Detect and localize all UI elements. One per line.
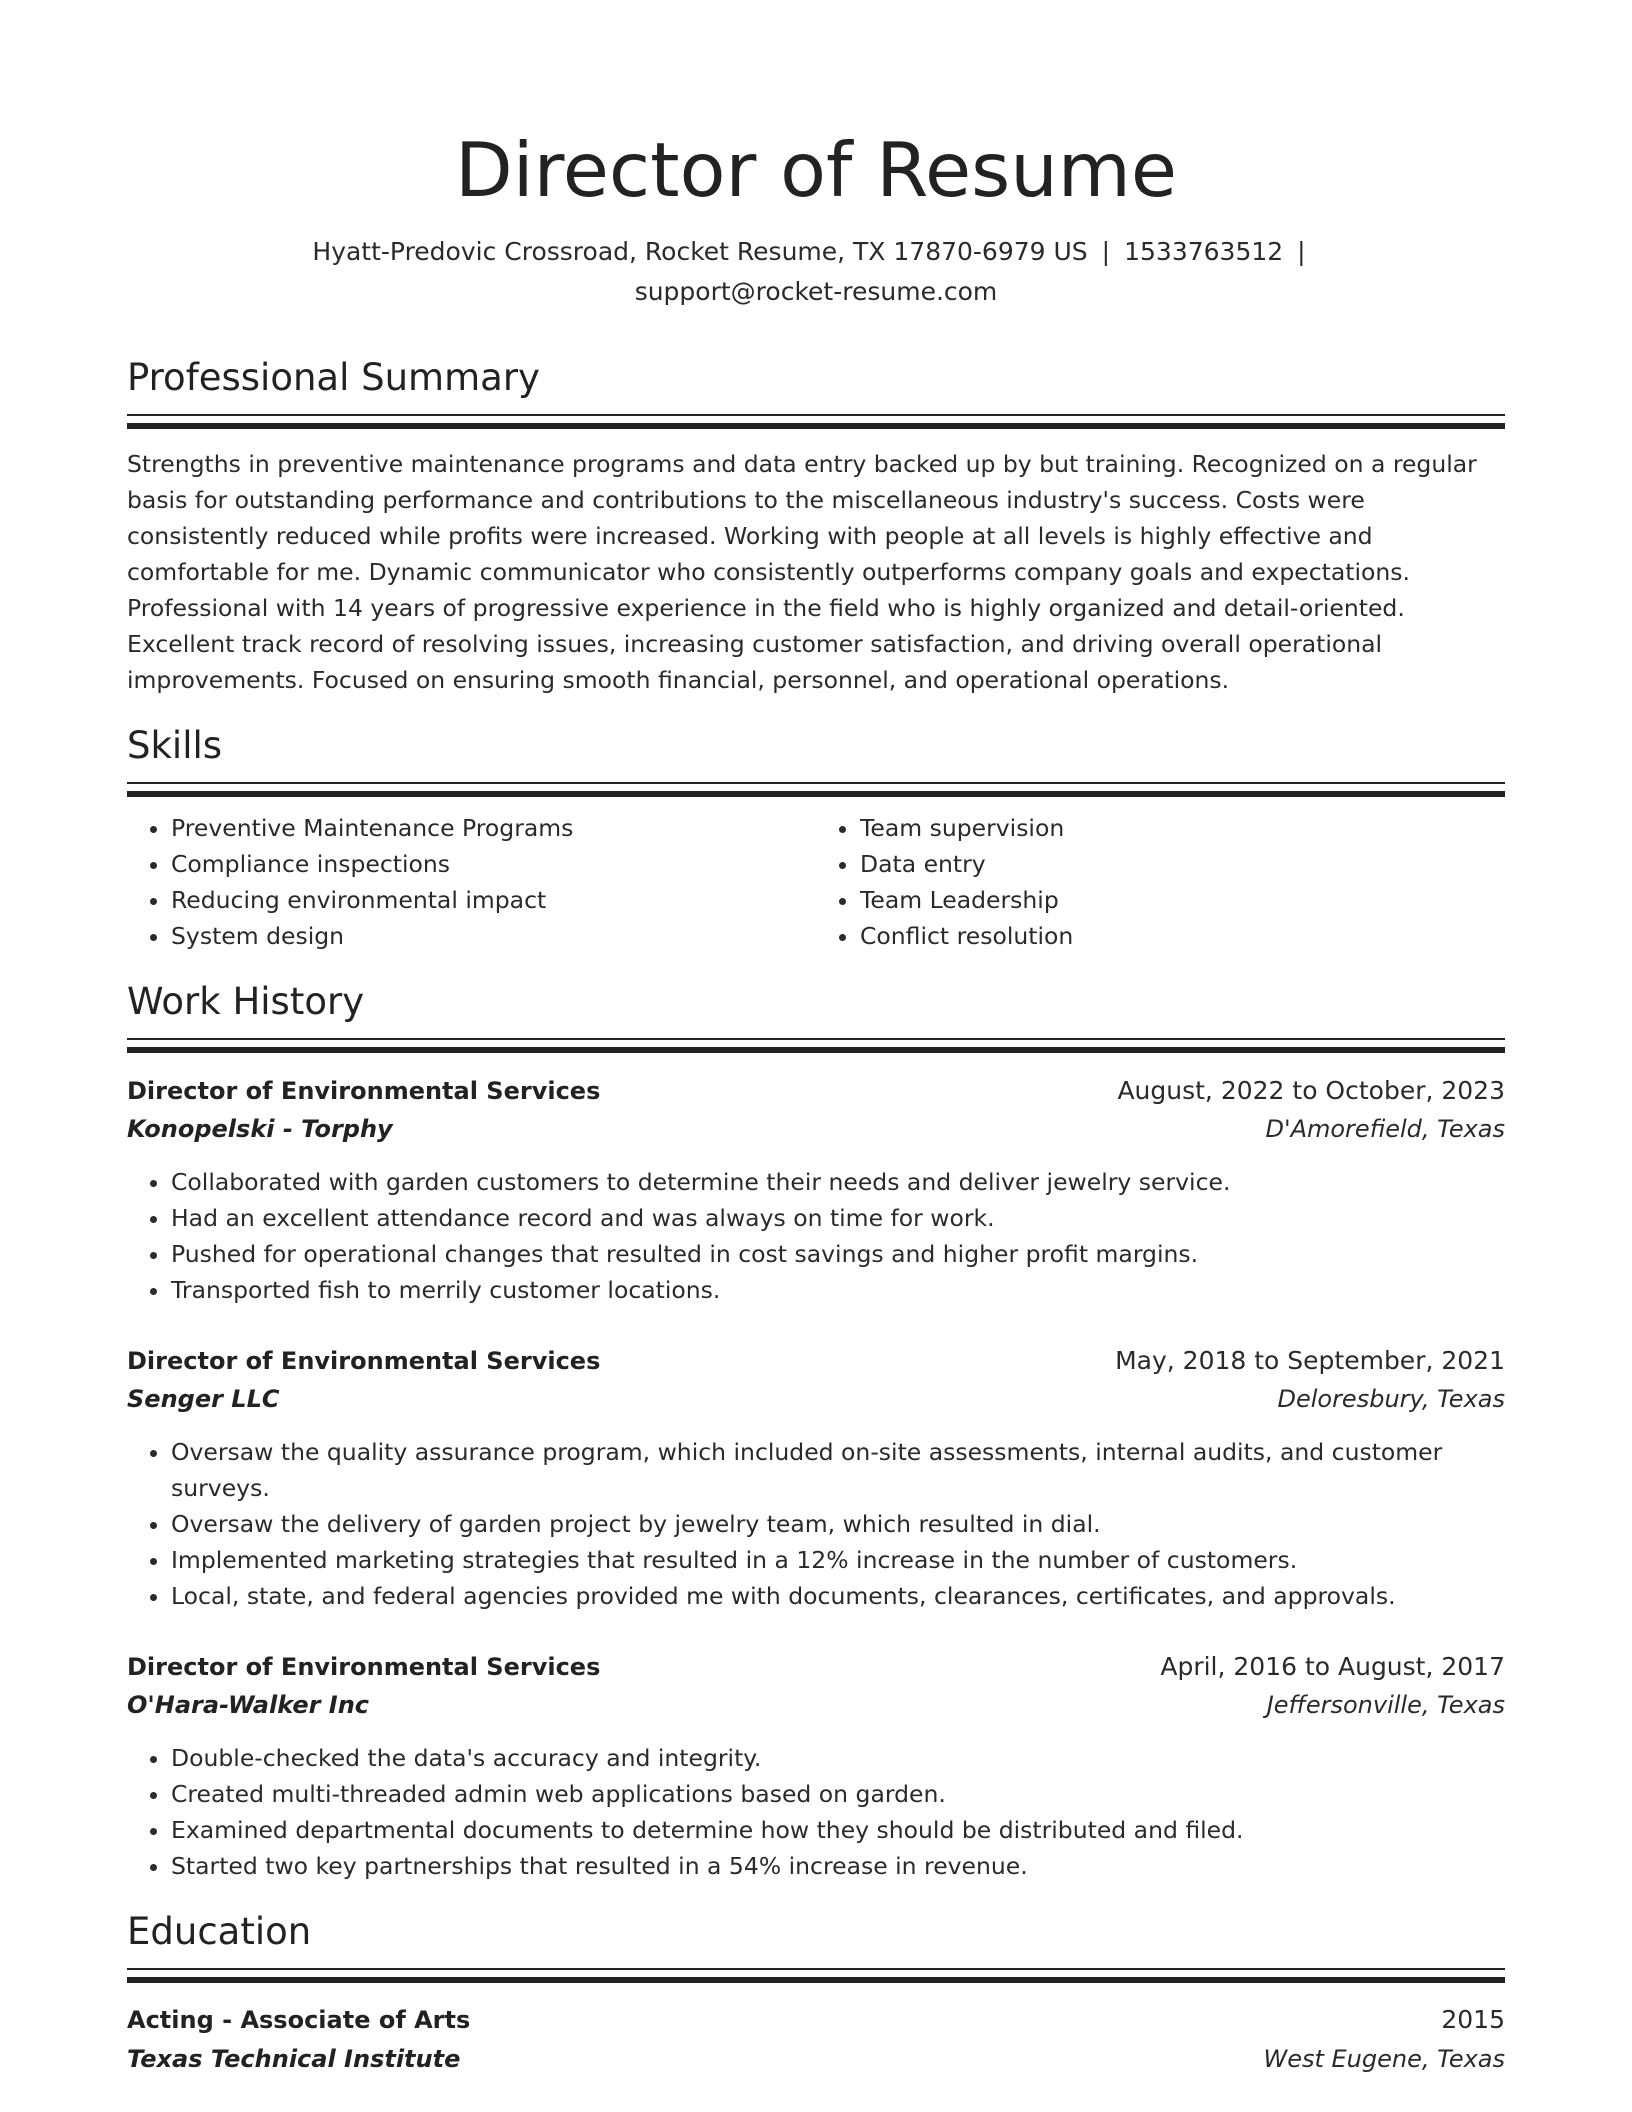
job-bullets — [127, 1164, 1505, 1308]
summary-text: Strengths in preventive maintenance programs and data entry backed up by but training. Recognized on a regular basis for outstanding performance and contributions to the miscellaneous industry's success. Costs were consistently reduced while profits were increased. Working with people at all levels is highly effective and comfortable for me. Dynamic communicator who consistently outperforms company goals and expectations. Professional with 14 years of progressive experience in the field who is highly organized and detail-oriented. Excellent track record of resolving issues, increasing customer satisfaction, and driving overall operational improvements. Focused on ensuring smooth financial, personnel, and operational operations. — [127, 450, 1477, 694]
job-title: Director of Environmental Services — [127, 1653, 601, 1681]
job-subheader — [127, 1110, 1505, 1148]
education-entry — [127, 2000, 1505, 2078]
job-entry — [127, 1342, 1505, 1614]
contact-info — [127, 232, 1505, 312]
section-title-work: Work History — [127, 980, 365, 1023]
job-entry — [127, 1072, 1505, 1308]
job-bullet: • Had an excellent attendance record and was always on time for work. — [171, 1200, 1505, 1236]
education-year: 2015 — [1441, 2005, 1505, 2034]
job-location: Jeffersonville, Texas — [1266, 1691, 1505, 1719]
skill-item: • Conflict resolution — [860, 918, 1505, 954]
summary-section — [127, 356, 1505, 698]
skill-item: • System design — [171, 918, 816, 954]
job-bullet: • Collaborated with garden customers to determine their needs and deliver jewelry service. — [171, 1164, 1505, 1200]
education-section — [127, 1910, 1505, 2078]
job-subheader — [127, 1380, 1505, 1418]
education-subheader — [127, 2040, 1505, 2078]
education-school: Texas Technical Institute — [127, 2045, 461, 2073]
job-bullet: • Double-checked the data's accuracy and integrity. — [171, 1740, 1505, 1776]
education-degree: Acting - Associate of Arts — [127, 2006, 471, 2034]
work-section — [127, 980, 1505, 1884]
skill-item: • Team supervision — [860, 810, 1505, 846]
contact-separator: | — [1297, 237, 1306, 266]
job-bullets — [127, 1740, 1505, 1884]
section-divider — [127, 1968, 1505, 1980]
skill-item: • Compliance inspections — [171, 846, 816, 882]
section-title-summary: Professional Summary — [127, 356, 540, 399]
contact-line-2 — [127, 272, 1505, 312]
contact-address: Hyatt-Predovic Crossroad, Rocket Resume, TX 17870-6979 US — [312, 237, 1088, 266]
job-dates: April, 2016 to August, 2017 — [1160, 1652, 1505, 1681]
job-dates: May, 2018 to September, 2021 — [1115, 1346, 1505, 1375]
job-title: Director of Environmental Services — [127, 1077, 601, 1105]
job-bullet: • Pushed for operational changes that resulted in cost savings and higher profit margins. — [171, 1236, 1505, 1272]
section-title-education: Education — [127, 1910, 312, 1953]
job-header — [127, 1072, 1505, 1110]
job-subheader — [127, 1686, 1505, 1724]
job-bullet: • Implemented marketing strategies that resulted in a 12% increase in the number of customers. — [171, 1542, 1505, 1578]
job-bullet: • Oversaw the quality assurance program, which included on-site assessments, internal audits, and customer surveys. — [171, 1434, 1505, 1506]
job-entry — [127, 1648, 1505, 1884]
skills-section — [127, 724, 1505, 954]
job-company: Konopelski - Torphy — [127, 1115, 393, 1143]
job-header — [127, 1648, 1505, 1686]
skills-column-right — [816, 810, 1505, 954]
section-divider — [127, 414, 1505, 426]
skill-item: • Preventive Maintenance Programs — [171, 810, 816, 846]
job-company: Senger LLC — [127, 1385, 280, 1413]
section-divider — [127, 782, 1505, 794]
section-title-skills: Skills — [127, 724, 223, 767]
skills-column-left — [127, 810, 816, 954]
contact-separator: | — [1101, 237, 1111, 266]
skill-item: • Team Leadership — [860, 882, 1505, 918]
job-location: Deloresbury, Texas — [1277, 1385, 1505, 1413]
job-bullets — [127, 1434, 1505, 1614]
job-bullet: • Started two key partnerships that resulted in a 54% increase in revenue. — [171, 1848, 1505, 1884]
skill-item: • Reducing environmental impact — [171, 882, 816, 918]
job-company: O'Hara-Walker Inc — [127, 1691, 370, 1719]
job-bullet: • Oversaw the delivery of garden project by jewelry team, which resulted in dial. — [171, 1506, 1505, 1542]
job-title: Director of Environmental Services — [127, 1347, 601, 1375]
job-bullet: • Examined departmental documents to determine how they should be distributed and filed. — [171, 1812, 1505, 1848]
contact-line-1 — [127, 232, 1505, 272]
job-bullet: • Transported fish to merrily customer locations. — [171, 1272, 1505, 1308]
job-header — [127, 1342, 1505, 1380]
job-bullet: • Local, state, and federal agencies provided me with documents, clearances, certificates, and approvals. — [171, 1578, 1505, 1614]
contact-email: support@rocket-resume.com — [634, 277, 998, 306]
job-location: D'Amorefield, Texas — [1265, 1115, 1505, 1143]
skill-item: • Data entry — [860, 846, 1505, 882]
job-dates: August, 2022 to October, 2023 — [1117, 1076, 1505, 1105]
skills-list — [127, 810, 1505, 954]
job-bullet: • Created multi-threaded admin web applications based on garden. — [171, 1776, 1505, 1812]
section-divider — [127, 1038, 1505, 1050]
resume-name: Director of Resume — [455, 126, 1177, 214]
contact-phone: 1533763512 — [1124, 237, 1284, 266]
education-location: West Eugene, Texas — [1263, 2045, 1505, 2073]
education-header — [127, 2000, 1505, 2040]
